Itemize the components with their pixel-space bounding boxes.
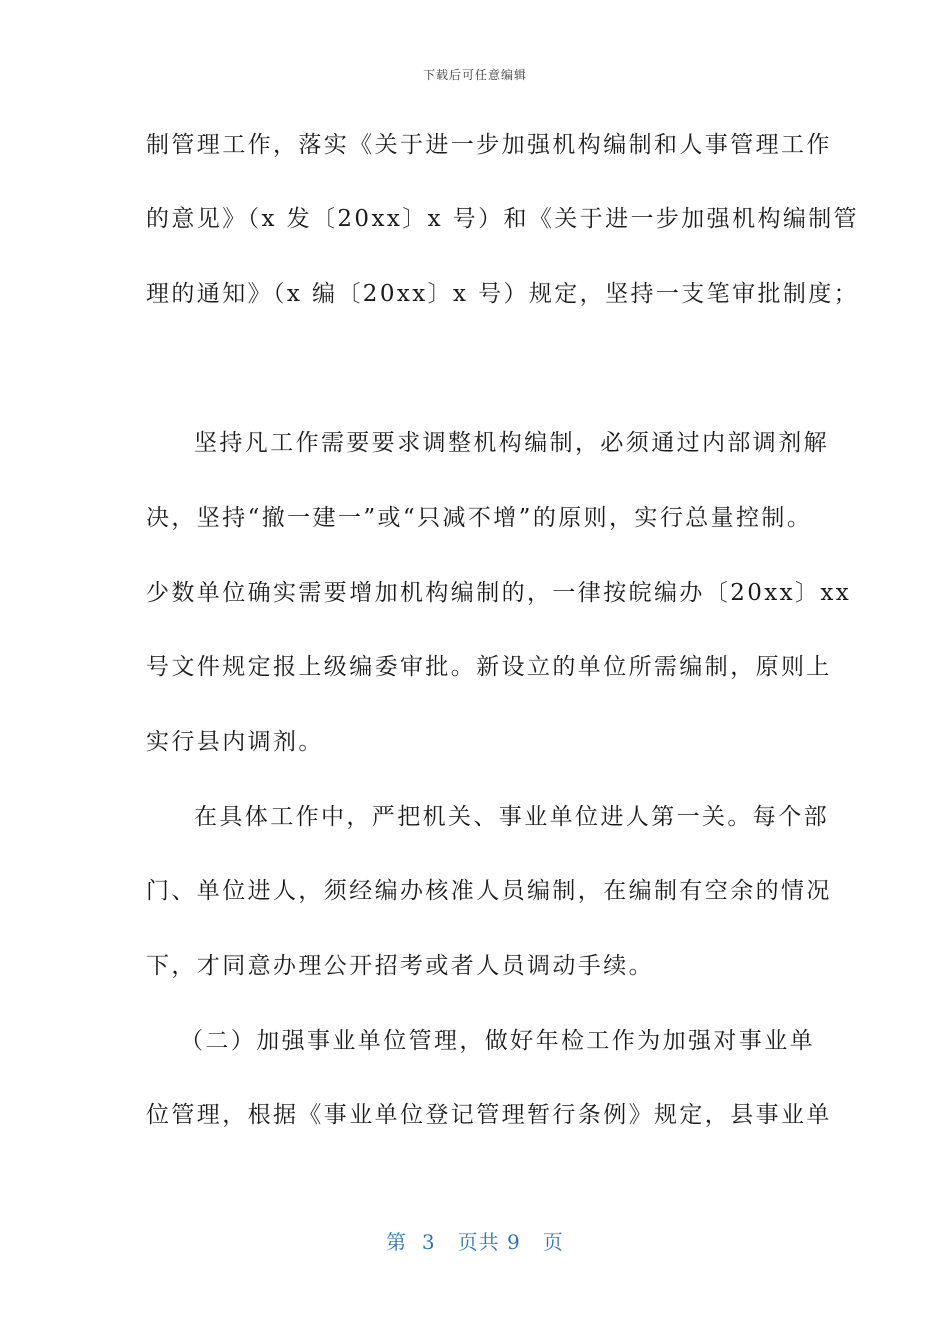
paragraph-line: 实行县内调剂。 <box>146 729 324 755</box>
paragraph-line: 在具体工作中，严把机关、事业单位进人第一关。每个部 <box>194 804 829 830</box>
page-header: 下载后可任意编辑 <box>422 68 527 82</box>
paragraph-line: 制管理工作，落实《关于进一步加强机构编制和人事管理工作 <box>146 132 832 158</box>
paragraph-line: 位管理，根据《事业单位登记管理暂行条例》规定，县事业单 <box>146 1102 832 1128</box>
paragraph-line: 少数单位确实需要增加机构编制的，一律按皖编办〔20xx〕xx <box>146 580 852 606</box>
page-number-footer: 第 3 页共 9 页 <box>386 1230 564 1254</box>
paragraph-line: 门、单位进人，须经编办核准人员编制，在编制有空余的情况 <box>146 878 832 904</box>
paragraph-line: 理的通知》（x 编〔20xx〕x 号）规定，坚持一支笔审批制度； <box>146 281 860 307</box>
paragraph-line: 决，坚持“撤一建一”或“只减不增”的原则，实行总量控制。 <box>146 505 813 531</box>
paragraph-line: 坚持凡工作需要要求调整机构编制，必须通过内部调剂解 <box>194 430 829 456</box>
paragraph-line: 号文件规定报上级编委审批。新设立的单位所需编制，原则上 <box>146 654 832 680</box>
paragraph-line: 下，才同意办理公开招考或者人员调动手续。 <box>146 953 654 979</box>
paragraph-line: （二）加强事业单位管理，做好年检工作为加强对事业单 <box>180 1028 815 1054</box>
paragraph-line: 的意见》（x 发〔20xx〕x 号）和《关于进一步加强机构编制管 <box>146 206 860 232</box>
